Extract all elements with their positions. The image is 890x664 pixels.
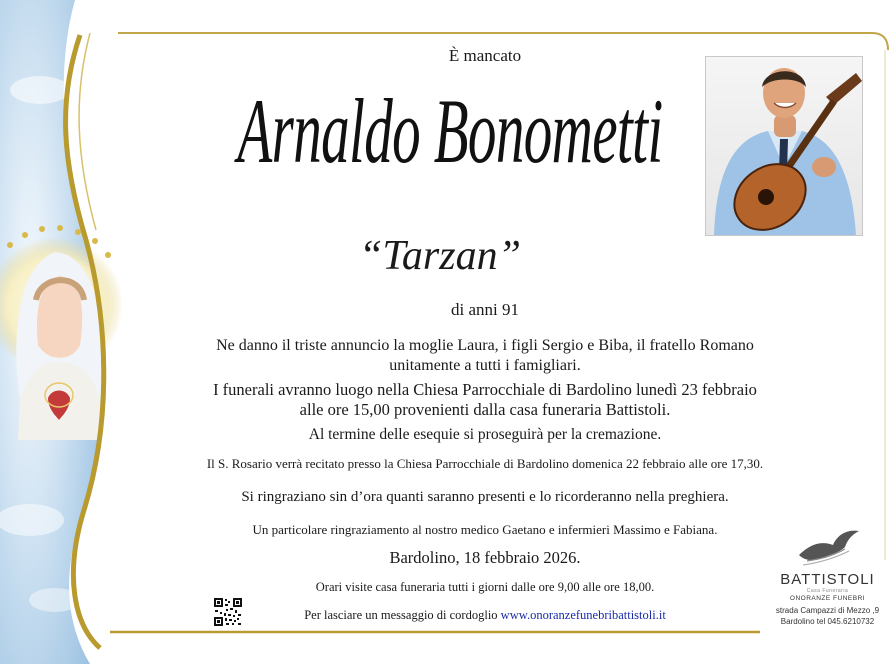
- brand-tagline: Casa Funeraria: [806, 588, 849, 594]
- intro-text: È mancato: [448, 46, 522, 65]
- visit-hours: Orari visite casa funeraria tutti i giorni dalle ore 9,00 alle ore 18,00.: [315, 580, 655, 594]
- brand-name: BATTISTOLI: [780, 571, 875, 588]
- phone-line: Bardolino tel 045.6210732: [780, 617, 875, 626]
- address-line: strada Campazzi di Mezzo ,9: [775, 606, 880, 615]
- cremation-text: Al termine delle esequie si proseguirà per la cremazione.: [308, 426, 662, 443]
- announcement-line-2: unitamente a tutti i famigliari.: [389, 357, 581, 374]
- funeral-home-address: [770, 605, 885, 627]
- qr-code-icon[interactable]: [214, 598, 242, 626]
- condolence-text: Per lasciare un messaggio di cordoglio: [304, 608, 498, 622]
- battistoli-logo: [770, 525, 885, 627]
- funeral-line-2: alle ore 15,00 provenienti dalla casa funeraria Battistoli.: [299, 400, 671, 419]
- deceased-age: di anni 91: [451, 300, 519, 319]
- funeral-line-1: I funerali avranno luogo nella Chiesa Parrocchiale di Bardolino lunedì 23 febbraio: [213, 380, 757, 399]
- announcement-line-1: Ne danno il triste annuncio la moglie Laura, i figli Sergio e Biba, il fratello Romano: [216, 337, 754, 354]
- website-link[interactable]: www.onoranzefunebribattistoli.it: [500, 608, 666, 622]
- announcement-paragraph: [120, 336, 850, 376]
- deceased-name: Arnaldo Bonometti: [237, 80, 663, 182]
- deceased-nickname: “Tarzan”: [359, 233, 521, 279]
- rosary-text: Il S. Rosario verrà recitato presso la Chiesa Parrocchiale di Bardolino domenica 22 febbraio alle ore 17,30.: [206, 456, 764, 471]
- special-thanks-text: Un particolare ringraziamento al nostro medico Gaetano e infermieri Massimo e Fabiana.: [252, 522, 718, 537]
- funeral-paragraph: [120, 380, 850, 420]
- brand-service: ONORANZE FUNEBRI: [789, 595, 866, 602]
- place-date: Bardolino, 18 febbraio 2026.: [389, 548, 581, 567]
- bird-logo-icon: [793, 525, 863, 569]
- thanks-text: Si ringraziano sin d’ora quanti saranno presenti e lo ricorderanno nella preghiera.: [241, 489, 729, 505]
- man-with-guitar-photo: [705, 56, 863, 236]
